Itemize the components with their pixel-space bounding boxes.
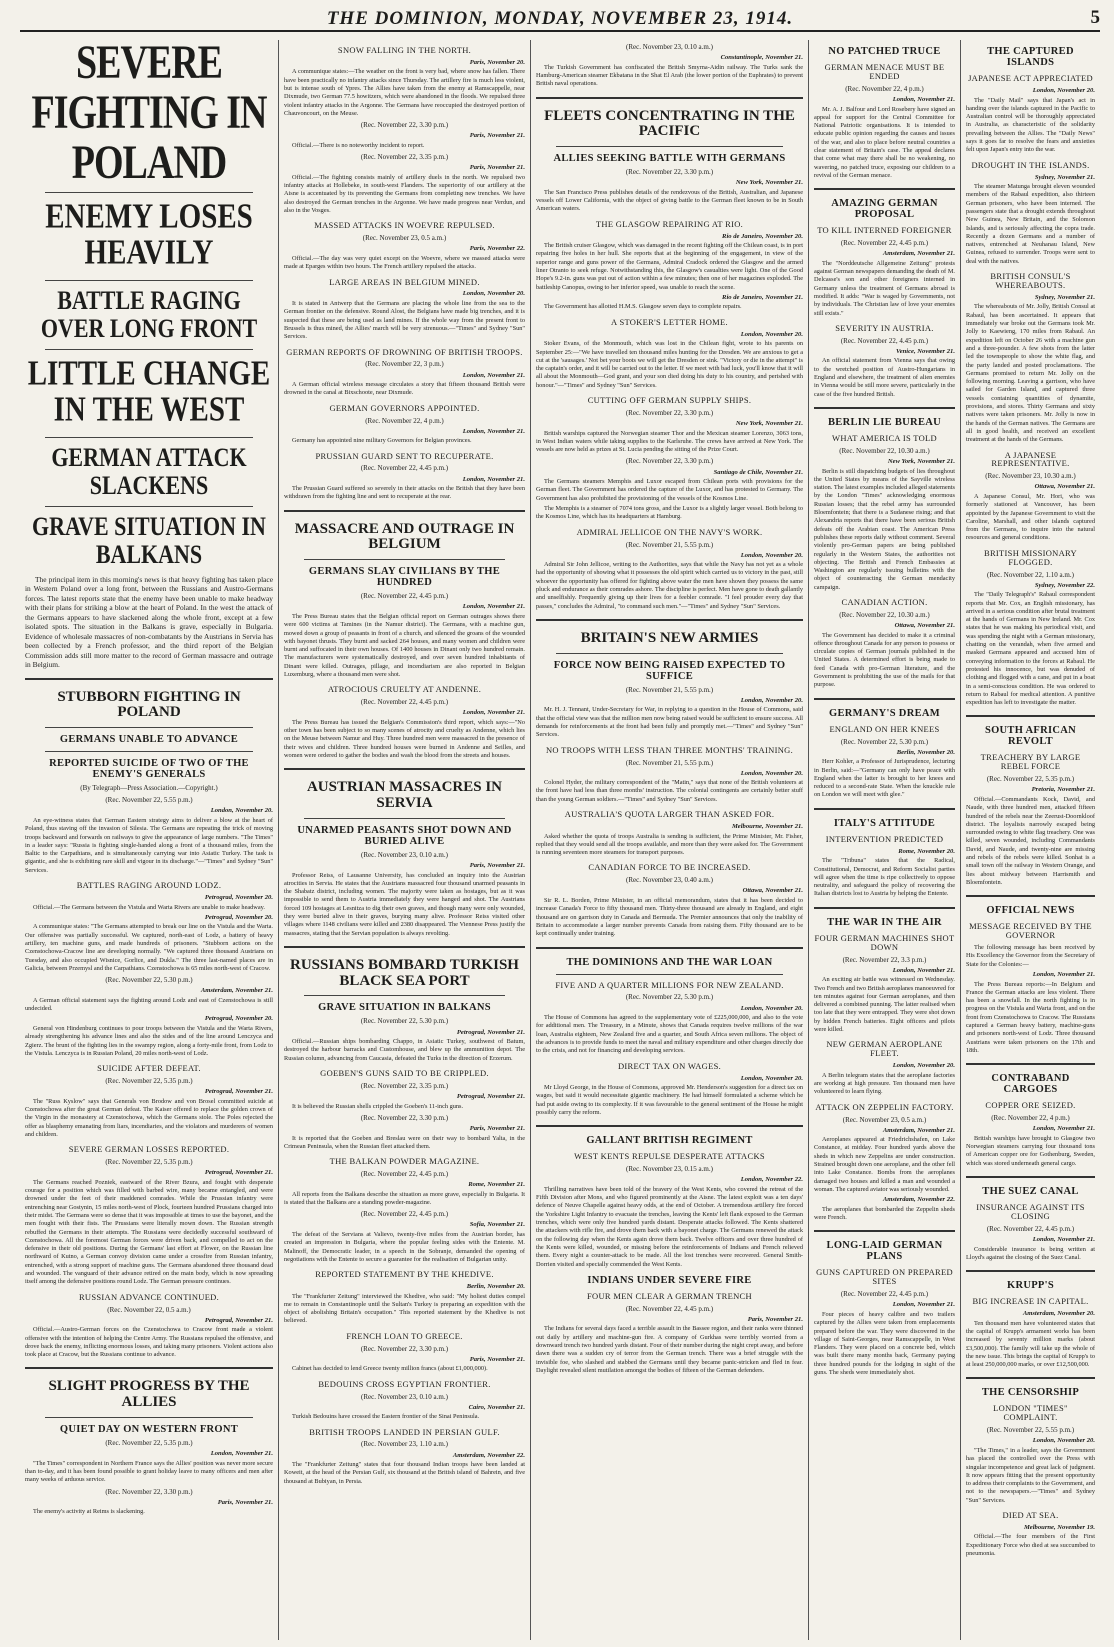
dateline: Constantinople, November 21. [720, 54, 803, 62]
subheadline: LONDON "TIMES" COMPLAINT. [993, 1403, 1068, 1423]
headline: GRAVE SITUATION IN BALKANS [32, 510, 266, 569]
newspaper-title: THE DOMINION, MONDAY, NOVEMBER 23, 1914. [326, 8, 794, 29]
section-heading: DROUGHT IN THE ISLANDS. [971, 159, 1090, 170]
headline: ITALY'S ATTITUDE [833, 817, 936, 829]
headline: CONTRABAND CARGOES [991, 1073, 1070, 1096]
article-text: The Press Bureau states that the Belgian official report on German outrages shows there were 600 victims at Tamines (in the Namur district). The Germans, with a machine gun, mowed down a group of peasants in front of a church, and silenced the groans of the wounded with bayonet thrusts. They burnt and sacked 264 houses, and many women and children were burnt and suffocated in their own houses. Of 1400 houses in Dinant only two hundred remain. The manufacturers were systematically destroyed, and over seven hundred inhabitants of Dinant were killed. Outrages, pillage, and incendiarism are also reported in Belgian Luxemburg, where a thousand men were shot. [284, 612, 525, 678]
received-line: (Rec. November 22, 4.45 p.m.) [360, 464, 449, 473]
received-line: (Rec. November 22, 5.35 p.m.) [105, 1077, 193, 1086]
dateline: London, November 20. [740, 1004, 803, 1012]
article-text: A German official wireless message circulates a story that fifteen thousand British were drowned in the canal at Bixschoote, near Dixmude. [284, 381, 525, 397]
article-text: A communique states:—The weather on the front is very bad, where snow has fallen. There have been practically no infantry attacks since Thursday. The artillery fire is much less violent, but is intense south of Ypres. The Allies have taken from the enemy at Ramscappelle, near Dixmude, two German 77.5 howitzers, which were abandoned in the floods. We repulsed three violent infantry attacks in the Argonne. The Germans have reoccupied the destroyed portion of Chauvoncourt, on the Meuse. [284, 68, 525, 117]
dateline: Petrograd, November 20. [204, 893, 273, 901]
received-line: (Rec. November 22, 3.35 p.m.) [360, 153, 449, 162]
subheadline: FIVE AND A QUARTER MILLIONS FOR NEW ZEALAND. [555, 979, 784, 990]
dateline: Melbourne, November 21. [731, 822, 803, 830]
dateline: Amsterdam, November 20. [1022, 1310, 1095, 1318]
article-text: Official.—The Germans between the Vistula and Warta Rivers are unable to make headway. [33, 903, 265, 911]
article-text: The Turkish Government has confiscated the British Smyrna-Aidin railway. The Turks sank the Hamburg-American steamer Ekbatana in the Shat El Arab (the lower portion of the Euphrates) to prevent British naval operations. [536, 63, 803, 88]
section-heading: THE GLASGOW REPAIRING AT RIO. [595, 218, 744, 229]
subheadline: TO KILL INTERNED FOREIGNER [817, 225, 952, 236]
section-heading: CANADIAN ACTION. [841, 596, 928, 607]
received-line: (Rec. November 22, 0.5 a.m.) [107, 1305, 191, 1314]
article-text: The San Francisco Press publishes details of the rendezvous of the British, Australian, and Japanese vessels off Lower California, with the object of giving battle to the German fleet known to be in South American waters. [536, 188, 803, 213]
received-line: (Rec. November 22, 3.30 p.m.) [625, 408, 714, 417]
received-line: (Rec. November 22, 5.55 p.m.) [986, 1426, 1075, 1435]
subheadline: ENGLAND ON HER KNEES [829, 723, 940, 734]
dateline: London, November 21. [892, 966, 955, 974]
dateline: Berlin, November 20. [896, 748, 955, 756]
section-heading: ATTACK ON ZEPPELIN FACTORY. [815, 1101, 954, 1112]
section-heading: BATTLES RAGING AROUND LODZ. [76, 880, 222, 891]
dateline: Paris, November 21. [217, 1498, 273, 1506]
dateline: London, November 21. [1032, 970, 1095, 978]
dateline: London, November 21. [462, 475, 525, 483]
subheadline: BIG INCREASE IN CAPITAL. [972, 1296, 1089, 1307]
dateline: Rio de Janeiro, November 20. [722, 232, 803, 240]
article-text: Official.—The day was very quiet except on the Woevre, where we massed attacks were made at Eparges within two hours. The French artillery repulsed the attacks. [284, 254, 525, 271]
dateline: Ottawa, November 21. [742, 887, 803, 895]
subheadline: TREACHERY BY LARGE REBEL FORCE [980, 752, 1081, 772]
dateline: Amsterdam, November 21. [882, 1126, 955, 1134]
dateline: Paris, November 21. [469, 1355, 525, 1363]
headline: FLEETS CONCENTRATING IN THE PACIFIC [544, 107, 795, 140]
section-heading: ATROCIOUS CRUELTY AT ANDENNE. [327, 684, 482, 695]
article-text: An official statement from Vienna says that owing to the wretched position of Austro-Hungarians in England and elsewhere, the treatment of alien enemies in Vienna would be still more severe, particularly in the case of the five hundred British. [814, 357, 955, 398]
headline: INDIANS UNDER SEVERE FIRE [587, 1274, 752, 1286]
subheadline: FOUR MEN CLEAR A GERMAN TRENCH [587, 1290, 752, 1301]
received-line: (Rec. November 22, 3.30 p.m.) [105, 1487, 193, 1496]
article-text: The "Frankfurter Zeitung" interviewed the Khedive, who said: "My holiest duties compel me to remain in Constantinople until the Sultan's Turkey is preparing an expedition with the object of abolishing Britain's occupation." This reported statement by the Khedive is not believed. [284, 1292, 525, 1325]
subheadline: COPPER ORE SEIZED. [985, 1100, 1076, 1111]
section-heading: BEDOUINS CROSS EGYPTIAN FRONTIER. [318, 1378, 491, 1389]
dateline: Pretoria, November 21. [1031, 786, 1095, 794]
dateline: London, November 20. [210, 807, 273, 815]
dateline: London, November 20. [740, 696, 803, 704]
headline: BATTLE RAGING OVER LONG FRONT [40, 284, 258, 343]
received-line: (Rec. November 22, 1.10 a.m.) [987, 570, 1074, 579]
article-text: Colonel Hyder, the military correspondent of the "Matin," says that none of the British volunteers at the front have had less than three months' instruction. The colonial contingents are certainly better stuff than the young German soldiers.—"Times" and Sydney "Sun" Services. [536, 779, 803, 803]
section-heading: FRENCH LOAN TO GREECE. [346, 1330, 463, 1341]
section-heading: GOEBEN'S GUNS SAID TO BE CRIPPLED. [320, 1067, 489, 1078]
dateline: Paris, November 22. [469, 245, 525, 253]
dateline: London, November 22. [740, 1176, 803, 1184]
dateline: Paris, November 21. [469, 164, 525, 172]
received-line: (Rec. November 22, 5.30 p.m.) [625, 993, 714, 1002]
dateline: London, November 20. [1032, 1437, 1095, 1445]
headline: BRITAIN'S NEW ARMIES [580, 629, 759, 646]
article-text: The whereabouts of Mr. Jolly, British Consul at Rabaul, has been ascertained. It appears that immediately war broke out the Germans took Mr. Jolly to Kaewieng, 170 miles from Rabaul. An expedition left on October 26 with a machine gun and a three-pounder. A few shots from the latter led the townspeople to show the white flag, and the party landed and posted proclamations. The Germans promised to return Mr. Jolly on the following morning. Leaving a garrison, who have sailed for Garden Island, and captured three vessels containing quantities of dynamite, provisions, and stores. Thirty Germans and sixty natives were taken prisoners. Mr. Jolly is now in the hands of the German natives. The Germans are all in good health, and received an excellent treatment at the hands of the Germans. [966, 303, 1095, 444]
article-text: The Press Bureau has issued the Belgian's Commission's third report, which says:—"No other town has been subject to so many scenes of atrocity and cruelty as Andenne, which lies on the Meuse between Namur and Huy. Three hundred men were massacred in the presence of their wives and children. Three hundred houses were burned in Andenne and Seilles, and women were ordered to gather the bodies and wash the blood from the streets and houses. [284, 718, 525, 760]
dateline: London, November 21. [462, 371, 525, 379]
dateline: London, November 21. [1032, 1235, 1095, 1243]
dateline: New York, November 21. [735, 179, 803, 187]
article-text: Mr. A. J. Balfour and Lord Rosebery have signed an appeal for support for the Central Committee for National Patriotic organisations. It is intended to educate public opinion regarding the causes and issues of the war, and also to place before neutral countries a clear statement of Britain's case. The appeal declares that come what may there shall be no weakening, no wavering, no patched truce, exposing our children to a revival of the German menace. [814, 105, 955, 179]
section-heading: AUSTRALIA'S QUOTA LARGER THAN ASKED FOR. [564, 809, 775, 820]
article-text: Thrilling narratives have been told of the bravery of the West Kents, who covered the retreat of the Fifth Division after Mons, and who figured prominently at the Aisne. The latest exploit was a ten days' defence of Neuve Chapelle against heavy odds, at the end of October. A tremendous artillery fire forced the Yorkshire Light Infantry to evacuate the trenches, leaving the Kents' left flank exposed to the German trenches, which were only five hundred yards distant. Desperate attacks followed. The Kents shattered the attackers with rifle fire, and drove them back with a bayonet charge. The Germans renewed the attack on the following day when the Kents again drove them back. Twelve officers and over three hundred of the Kents were killed, wounded, or missing before the reinforcements of Indians and French relieved them. Every night a counter-attack to be made. All the lost trenches were recovered. General Smith-Dorrien visited and specially commended the West Kents. [536, 1185, 803, 1268]
article-text: Ten thousand men have volunteered states that the capital of Krupp's armament works has been increased by seventy million marks (about £3,500,000). The family will take up the whole of the new issue. This brings the capital of Krupp's to at least 250,000,000 marks, or over £12,500,000. [966, 1319, 1095, 1369]
headline: SOUTH AFRICAN REVOLT [984, 725, 1077, 748]
dateline: London, November 20. [740, 1074, 803, 1082]
section-heading: CUTTING OFF GERMAN SUPPLY SHIPS. [587, 395, 752, 405]
article-text: The "Norddeutsche Allgemeine Zeitung" protests against German newspapers demanding the death of M. Delcasse's son and other foreigners interned in Germany unless the treatment of Germans abroad is modified. It adds: "War is waged by Governments, not by individuals. The Christian law of love your enemies still exists." [814, 259, 955, 317]
dateline: Cairo, November 21. [468, 1403, 525, 1411]
dateline: London, November 21. [462, 709, 525, 717]
received-line: (Rec. November 22, 3.30 p.m.) [360, 1113, 449, 1122]
subheadline: GERMAN MENACE MUST BE ENDED [824, 62, 945, 81]
article-text: General von Hindenburg continues to pour troops between the Vistula and the Warta Rivers, already strengthening his advance lines and also the sides and of the line around Lenczyca and Zgierz. The brunt of the fighting lies in the swampy region, along a forty-mile front, from Lodz to the Vistula. Lenczyca is in Russian Poland, 20 miles north-west of Lodz. [25, 1024, 273, 1057]
received-line: (Rec. November 22, 3.30 p.m.) [625, 168, 714, 177]
headline: MASSACRE AND OUTRAGE IN BELGIUM [294, 520, 515, 553]
headline: LONG-LAID GERMAN PLANS [826, 1240, 943, 1263]
headline: AUSTRIAN MASSACRES IN SERVIA [306, 779, 503, 812]
received-line: (Rec. November 21, 5.55 p.m.) [625, 685, 714, 694]
section-heading: NEW GERMAN AEROPLANE FLEET. [826, 1039, 943, 1059]
dateline: Rio de Janeiro, November 21. [722, 293, 803, 301]
headline: NO PATCHED TRUCE [828, 46, 941, 57]
headline: GERMANY'S DREAM [829, 707, 940, 719]
subheadline: GERMANS UNABLE TO ADVANCE [59, 734, 239, 746]
received-line: (Rec. November 22, 5.30 p.m.) [105, 976, 193, 985]
received-line: (Rec. November 22, 3 p.m.) [365, 360, 444, 369]
dateline: Sofia, November 21. [469, 1221, 525, 1229]
article-text: Admiral Sir John Jellicoe, writing to the Authorities, says that while the Navy has not yet as a whole had the opportunity of showing what it possesses the old spirit which carried us to victory in the past, still whoever the opportunity has offered for fighting above water the men have shown they possess the same pluck and endurance as their comrades ashore. The discipline is perfect. Men have gone to death gallantly and unselfishly. Frequently giving up their lives for a feebler comrade. "I feel prouder every day that passes," concludes the Admiral, "to command such men."—"Times" and Sydney "Sun" Services. [536, 561, 803, 610]
dateline: Ottawa, November 21. [1034, 483, 1095, 491]
received-line: (Rec. November 22, 4 p.m.) [845, 84, 924, 93]
article-text: The aeroplanes that bombarded the Zeppelin sheds were French. [814, 1205, 955, 1222]
headline: GALLANT BRITISH REGIMENT [586, 1135, 753, 1147]
article-text: The "Frankfurter Zeitung" states that four thousand Indian troops have been landed at Koweit, at the head of the Persian Gulf, six thousand at the British island of Bahrein, and five thousand at Bubiyan, in Persia. [284, 1461, 525, 1485]
article-text: Sir R. L. Borden, Prime Minister, in an official memorandum, states that it has been decided to increase Canada's Force to fifty thousand men. Thirty-three thousand are already in England, and eight thousand are on garrison duty in Canada and Bermuda. The Premier announces that only the inability of Britain to accommodate a larger number prevents Canada from raising them. Fifty thousand are to be kept continually under training. [536, 897, 803, 938]
article-text: An exciting air battle was witnessed on Wednesday. Two French and two British aeroplanes manoeuvred for ten minutes against four German aeroplanes, and then delivered a combined punning. The latter realised when too late that they were entrapped. They were shot down by hidden French batteries. Eight officers and pilots were killed. [814, 976, 955, 1033]
headline-main: SEVERE FIGHTING IN POLAND [31, 40, 267, 189]
subheadline: QUIET DAY ON WESTERN FRONT [59, 1423, 239, 1435]
article-text: Official.—Austro-German forces on the Czenstochowa to Cracow front made a violent offensive with the intention of helping the Centre Army. The Russians repulsed the offensive, and drove back the enemy, inflicting enormous losses, and taking many prisoners. Violent actions also took place at Cracow, but the Russians continue to advance. [25, 1326, 273, 1359]
received-line: (Rec. November 22, 3.30 p.m.) [360, 1344, 449, 1353]
dateline: Petrograd, November 21. [456, 1092, 525, 1100]
article-text: Official.—The four members of the First Expeditionary Force who died at sea succumbed to pneumonia. [966, 1533, 1095, 1558]
article-text: British warships have brought to Glasgow two Norwegian steamers carrying four thousand tons of American copper ore for Gothenburg, Sweden, which was stored underneath general cargo. [966, 1134, 1095, 1167]
headline: RUSSIANS BOMBARD TURKISH BLACK SEA PORT [290, 956, 519, 989]
article-text: The following message has been received by His Excellency the Governor from the Secretary of State for the Colonies:— [966, 944, 1095, 968]
dateline: London, November 21. [892, 95, 955, 103]
page-number: 5 [1090, 7, 1100, 28]
dateline: Rome, November 21. [468, 1181, 525, 1189]
dateline: Sydney, November 22. [1034, 581, 1095, 589]
dateline: Amsterdam, November 22. [452, 1451, 525, 1459]
section-heading: A JAPANESE REPRESENTATIVE. [991, 449, 1070, 469]
received-line: (Rec. November 22, 4.45 p.m.) [360, 592, 449, 601]
dateline: London, November 21. [462, 603, 525, 611]
dateline: London, November 21. [462, 427, 525, 435]
subheadline: INSURANCE AGAINST ITS CLOSING [976, 1202, 1085, 1221]
dateline: Rome, November 20. [898, 847, 955, 855]
section-heading: GERMAN GOVERNORS APPOINTED. [329, 402, 480, 413]
article-text: Germany has appointed nine military Governors for Belgian provinces. [292, 437, 472, 445]
article-text: "The Times" correspondent in Northern France says the Allies' position was never more secure than to-day, and it has been found possible to grant holiday leave to many officers and men after many weeks of arduous service. [25, 1459, 273, 1484]
article-text: It is stated in Antwerp that the Germans are placing the whole line from the sea to the German frontier on the defensive. Round Alost, the Belgians have made big trenches, and it is suspected that these are being used as land mines. If the whole way from the present front to Brussels is thus mined, the Allies' march will be very strenuous.—"Times" and Sydney "Sun" Services. [284, 300, 525, 341]
article-text: Cabinet has decided to lend Greece twenty million francs (about £1,000,000). [292, 1365, 488, 1373]
dateline: London, November 20. [892, 1062, 955, 1070]
article-text: Mr. H. J. Tennant, Under-Secretary for War, in replying to a question in the House of Commons, said that the official view was that the million men now being raised would be sufficient to ensure success. All demands for reinforcements at the front had been fully and promptly met.—"Times" and Sydney "Sun" Services. [536, 706, 803, 739]
dateline: Petrograd, November 21. [204, 1316, 273, 1324]
dateline: London, November 21. [210, 1450, 273, 1458]
dateline: London, November 20. [740, 551, 803, 559]
dateline: Paris, November 20. [469, 58, 525, 66]
article-text: A Berlin telegram states that the aeroplane factories are working at high pressure. Ten thousand men have volunteered to learn flying. [814, 1071, 955, 1096]
section-heading: SEVERITY IN AUSTRIA. [835, 322, 934, 333]
subheadline: GUNS CAPTURED ON PREPARED SITES [816, 1267, 953, 1287]
section-heading: SUICIDE AFTER DEFEAT. [97, 1063, 201, 1074]
article-text: A German official statement says the fighting around Lodz and east of Czenstochowa is still undecided. [25, 996, 273, 1013]
column-3 [530, 40, 808, 1640]
article-text: The Government has allotted H.M.S. Glasgow seven days to complete repairs. [544, 303, 742, 311]
section-heading: THE BALKAN POWDER MAGAZINE. [329, 1156, 480, 1167]
received-line: (Rec. November 22, 3.35 p.m.) [360, 1081, 449, 1090]
article-text: British warships captured the Norwegian steamer Thor and the Mexican steamer Lorenzo, 3063 tons, in West Indian waters while taking supplies to the Karlsruhe. The crews have arrived at New York. The vessels are now held as prizes at St. Lucia pending the sitting of the Prize Court. [536, 429, 803, 454]
subheadline: GERMANS SLAY CIVILIANS BY THE HUNDRED [308, 566, 501, 589]
dateline: Petrograd, November 21. [456, 1028, 525, 1036]
article-text: Considerable insurance is being written at Lloyd's against the closing of the Suez Canal. [966, 1245, 1095, 1261]
article-text: "The Times," in a leader, says the Government has placed the controlled over the Press with singular incompetence and great lack of judgment. It now appears fitting that the present opportunity to address their complaints to the Government, and not to the newspapers.—"Times" and Sydney "Sun" Services. [966, 1446, 1095, 1504]
dateline: Paris, November 21. [747, 1315, 803, 1323]
section-heading: REPORTED STATEMENT BY THE KHEDIVE. [315, 1269, 494, 1280]
dateline: New York, November 21. [887, 457, 955, 465]
received-line: (Rec. November 22, 4.45 p.m.) [625, 1304, 714, 1313]
article-text: Turkish Bedouins have crossed the Eastern frontier of the Sinai Peninsula. [292, 1413, 480, 1421]
received-line: (Rec. November 22, 3.3 p.m.) [842, 955, 927, 964]
article-text: The "Daily Mail" says that Japan's act in handing over the islands captured in the Pacific to Australian control will be thoroughly appreciated in Australia, as characteristic of the solidarity prevailing between the Allies. The "Daily News" says it goes far to resolve the fears and anxieties felt upon Japan's entry into the war. [966, 96, 1095, 154]
article-text: The Prussian Guard suffered so severely in their attacks on the British that they have been withdrawn from the fighting line and sent to recuperate at the rear. [284, 485, 525, 501]
dateline: London, November 20. [462, 290, 525, 298]
article-text: The Press Bureau reports:—In Belgium and France the German attacks are less violent. There has been a snowfall. In the north fighting is in progress on the Vistula and Warta front, and on the front from Czenstochowa to Cracow. The Russians captured a German heavy battery, machine-guns and prisoners north-west of Lodz. Three thousand Austrians were taken prisoners on the 17th and 18th. [966, 980, 1095, 1054]
article-text: The Germans steamers Memphis and Luxor escaped from Chilean ports with provisions for the German fleet. The Government has ordered the capture of the Luxor, and has protested to Germany. The Government has also prohibited the provisioning of the vessels of the Kosmos Line. [536, 478, 803, 502]
dateline: Petrograd, November 21. [204, 1088, 273, 1096]
article-text: The defeat of the Servians at Valievo, twenty-five miles from the Austrian border, has created an impression in Bulgaria, where the popular feeling sides with the Entente. M. Malinoff, the Democratic leader, in a speech in the Sobranje, demanded the opening of negotiations with the Entente to secure a guarantee for the realisation of Bulgarian unity. [284, 1230, 525, 1263]
article-text: The British cruiser Glasgow, which was damaged in the recent fighting off the Chilean coast, is in port repairing five holes in her hull. She reports that at the beginning of the engagement, in view of the superior range and guns power of the Germans, Admiral Cradock ordered the Glasgow and the armed liner Otranto to seek refuge. Notwithstanding this, the Glasgow's casualties were light. One of the Good Hope's 9.2-in. guns was put out of action within a few minutes; then one of her magazines exploded. The battleship Canopus, owing to her inferior speed, was unable to reach the scene. [536, 242, 803, 291]
dateline: Ottawa, November 21. [894, 622, 955, 629]
article-text: It is reported that the Goeben and Breslau were on their way to bombard Yalta, in the Crimean Peninsula, when the Russian fleet attacked them. [284, 1134, 525, 1150]
received-line: (Rec. November 23, 1.10 a.m.) [361, 1440, 448, 1449]
headline: THE WAR IN THE AIR [827, 916, 942, 928]
received-line: (Rec. November 22, 4.45 p.m.) [360, 1170, 449, 1179]
dateline: Santiago de Chile, November 21. [713, 468, 803, 476]
article-text: The "Russ Kyslow" says that Generals von Brodow and von Brosel committed suicide at Czenstochowa after the great German defeat. The Kaiser offered to replace the golden crown of the Virgin in the monastery at Czenstochowa, which the Germans stole. The Poles rejected the offer as blasphemy emanating from liars, incendiaries, and the violators and murderers of women and children. [25, 1097, 273, 1138]
received-line: (Rec. November 23, 0.5 a.m.) [842, 1115, 927, 1124]
headline: GERMAN ATTACK SLACKENS [51, 441, 247, 500]
dateline: Sydney, November 21. [1034, 173, 1095, 181]
article-text: Stoker Evans, of the Monmouth, which was lost in the Chilean fight, wrote to his parents on September 25:—"We have travelled ten thousand miles hunting for the Dresden. We are anxious to get a cut at the 'sausages.' Not bet your boots we will get the Dresden or sink. "Victory or die in the attempt" is the captain's order, and it will be carried out to the letter. If we meet with bad luck, you'll know that it will all about the Monmouth—God grant, and your son died doing his duty to his country, and perished with honour."—"Times" and Sydney "Sun" Services. [536, 340, 803, 389]
received-line: (Rec. November 22, 4.45 p.m.) [986, 1224, 1075, 1233]
dateline: London, November 20. [740, 769, 803, 777]
article-text: The Memphis is a steamer of 7074 tons gross, and the Luxor is a slightly larger vessel. Both belong to the Kosmos Line, which has its headquarters at Hamburg. [536, 505, 803, 521]
section-heading: NO TROOPS WITH LESS THAN THREE MONTHS' TRAINING. [545, 744, 794, 755]
article-text: The steamer Matunga brought eleven wounded members of the Rabaul expedition, also thirteen German prisoners, who have been interned. The passengers state that a drought extends throughout New Guinea, New Britain, and the Solomon Islands, and is seriously affecting the copra trade. Recently a dozen Germans and a number of natives, entrenched at Neuhanau Island, New Guinea, refused to surrender. Troops were sent to deal with the natives. [966, 183, 1095, 265]
section-heading: BRITISH MISSIONARY FLOGGED. [983, 547, 1077, 567]
dateline: Petrograd, November 21. [204, 1169, 273, 1177]
subheadline: UNARMED PEASANTS SHOT DOWN AND BURIED ALIVE [297, 824, 512, 847]
subheadline: WHAT AMERICA IS TOLD [832, 432, 937, 443]
headline: THE CAPTURED ISLANDS [987, 46, 1074, 69]
subheadline: FORCE NOW BEING RAISED EXPECTED TO SUFFICE [553, 659, 786, 682]
dateline: Venice, November 21. [896, 347, 955, 355]
article-text: Aeroplanes appeared at Friedrichshafen, on Lake Constance, at midday. Four hundred yards above the sheds in which new Zeppelins are under construction. Strained brought down one aeroplane, and the other fell into Lake Constance. Bombs from the aeroplanes damaged two houses and killed a man and wounded a woman. The captured aviator was seriously wounded. [814, 1136, 955, 1193]
received-line: (Rec. November 22, 5.35 p.m.) [105, 1438, 193, 1447]
article-text: Professor Reiss, of Lausanne University, has concluded an inquiry into the Austrian atrocities in Servia. He states that the Austrians massacred four thousand unarmed peasants in the Shabatz district, including women. The majority were taken as hostages, but as it was impossible to send them to Austria immediately they were hanged and shot. The Austrians forced 109 hostages at Lesnitza to dig their own graves, and though many were only wounded, they were buried alive in their graves, burying many alive. Professor Reiss visited other villages where 1148 civilians were killed and 2380 disappeared. The Viennese Press justify the massacres, stating that the Servian population is always revolting. [284, 871, 525, 937]
headline: THE SUEZ CANAL [982, 1186, 1079, 1198]
dateline: London, November 20. [1032, 86, 1095, 94]
article-text: The enemy's activity at Reims is slackening. [33, 1508, 145, 1516]
subheadline: JAPANESE ACT APPRECIATED [968, 73, 1093, 84]
received-line: (Rec. November 23, 0.15 a.m.) [626, 1165, 713, 1174]
section-heading: PRUSSIAN GUARD SENT TO RECUPERATE. [315, 450, 494, 461]
article-text: Herr Kohler, a Professor of Jurisprudence, lecturing in Berlin, said:—"Germany can only have peace with England when the latter is brought to her knees and reduced to a second-rate State. When the knuckle rule on London we will meet with glee." [814, 758, 955, 799]
dateline: Paris, November 21. [469, 1124, 525, 1132]
received-line: (Rec. November 22, 5.35 p.m.) [105, 1158, 193, 1167]
received-line: (Rec. November 22, 10.30 a.m.) [839, 446, 930, 455]
section-heading: A STOKER'S LETTER HOME. [611, 316, 728, 327]
subheadline: WEST KENTS REPULSE DESPERATE ATTACKS [574, 1151, 765, 1162]
article-text: The "Tribuna" states that the Radical, Constitutional, Democrat, and Reform Socialist parties will agree when the time is ripe collectively to oppose neutrality, and safeguard the policy of recovering the Italian districts lost to Austria by helping the Entente. [814, 857, 955, 898]
dateline: Petrograd, November 20. [204, 913, 273, 921]
received-line: (Rec. November 23, 0.40 a.m.) [626, 876, 713, 885]
subheadline: MESSAGE RECEIVED BY THE GOVERNOR [969, 921, 1092, 941]
article-text: Official.—The fighting consists mainly of artillery duels in the north. We repulsed two infantry attacks at Hollebeke, in south-west Flanders. The superiority of our artillery at the Aisne is accentuated by its preventing the Germans from completing new trenches. We have also destroyed the German trenches in the Argonne. We have made progress near Verdun, and also in the Vosges. [284, 173, 525, 215]
received-line: (Rec. November 22, 4.45 p.m.) [840, 1290, 929, 1299]
dateline: Sydney, November 21. [1034, 293, 1095, 301]
article-text: An eye-witness states that German Eastern strategy aims to deliver a blow at the heart of Poland, thus staving off the invasion of Silesia. The Germans are repeating the trick of moving troops backward and forwards on railways to give the appearance of large numbers. "The Times" in a leader says: "Russia is fighting single-handed along a front of a thousand miles, from the Baltic to the Carpathians, and is simultaneously carrying war into Asiatic Turkey. The task is gigantic, and she is exhibiting rare skill and vigour in its discharge."—"Times" and Sydney "Sun" Services. [25, 816, 273, 874]
lead-paragraph: The principal item in this morning's news is that heavy fighting has taken place in Western Poland over a long front, between the Russians and Austro-Germans forces. The latest reports state that the enemy have been unable to make headway with their plans for striking a blow at the heart of Poland. In the west the attack of the Germans appears to have slackened along the whole front, except at a few isolated spots. The situation in the Balkans is grave, especially in Bulgaria. Evidence of wholesale massacres of non-combatants by the Austrians in Servia has been collected by a French professor, and the third report of the Belgian Commission adds still more matter to the record of German massacre and outrage in Belgium. [25, 574, 273, 670]
received-line: (Rec. November 23, 10.30 a.m.) [985, 472, 1076, 481]
article-text: Berlin is still dispatching budgets of lies throughout the United States by means of the Sayville wireless station. The latest examples included alleged statements by the London "Times" acknowledging enormous Russian losses; that the rebel army has surrounded Bloemfontein; that there is a Sudanese rising; and that Alexandria reports that there have been serious British defeats off the Arabian coast. The American Press publishes these reports daily without comment. Several violently pro-German papers are being published regularly in the Western States, the authorities not objecting. The British and French Embassies at Washington are regularly issuing bulletins with the object of counteracting the German mendacity campaign. [814, 467, 955, 591]
article-text: The Germans reached Pozniek, eastward of the River Bzura, and fought with desperate courage for a position which was filled with barbed wire, many became entangled, and were drowned under the feet of their maddened comrades. While the Prussian infantry were entrenching near Gostynin, 15 miles north-west of Plock, fourteen hundred Prussians charged into their midst. The Germans were so dense that it was impossible at times to use the bayonet, and the men fought with their fists. The Prussians were literally mown down. The Russian strength rebuffed the Germans in their attempts. The Russians were decidedly successful southward of Czenstochowa. All the foremost German forces were driven back, and compelled to act on the defensive in their old positions. During the Germans' last effort at Flower, on the Russian line northward of Kutno, a German convoy division came under a crossfire from Russian infantry, entrenched, with a strong support of machine guns. The Germans abandoned three thousand dead and wounded. The vanguard of their advance retired on the main body, which is now spreading itself among the defensive positions round Lodz. The German pressure continues. [25, 1178, 273, 1286]
dateline: Paris, November 21. [469, 861, 525, 869]
received-line: (Rec. November 22, 4.45 p.m.) [360, 1210, 449, 1219]
headline: STUBBORN FIGHTING IN POLAND [57, 688, 241, 721]
dateline: Melbourne, November 19. [1023, 1523, 1095, 1531]
article-text: Asked whether the quota of troops Australia is sending is sufficient, the Prime Minister, Mr. Fisher, replied that they would send all the troops available, and more than they were asked for. The Government is running seventeen more steamers for transport purposes. [536, 832, 803, 857]
section-heading: SNOW FALLING IN THE NORTH. [337, 45, 472, 55]
subheadline: FOUR GERMAN MACHINES SHOT DOWN [814, 932, 955, 952]
dateline: Amsterdam, November 21. [200, 987, 273, 995]
article-text: A communique states: "The Germans attempted to break our line on the Vistula and the Warta. Our offensive was partially successful. We captured, north-east of Lodz, a battery of heavy artillery, ten machine guns, and made hundreds of prisoners. "Stubborn actions on the Czenstochowa-Cracow line are developing normally. "We captured three thousand Austrians on Tuesday, and also occupied Wisnice, Gorlice, and Dukla." The three last-named places are in Galicia, between Przemysl and the Carpathians. Czenstochowa is 65 miles north-west of Cracow. [25, 923, 273, 972]
dateline: Amsterdam, November 21. [882, 250, 955, 258]
section-heading: CANADIAN FORCE TO BE INCREASED. [588, 862, 751, 873]
received-line: (Rec. November 23, 0.5 a.m.) [362, 234, 447, 243]
received-line: (Rec. November 22, 3.30 p.m.) [625, 457, 714, 466]
received-line: (Rec. November 22, 10.30 a.m.) [839, 610, 930, 619]
headline: OFFICIAL NEWS [986, 905, 1075, 917]
article-text: The Government has decided to make it a criminal offence throughout Canada for any person to possess or circulate copies of German journals published in the United States. A determined effort is being made to feed Canada with pro-German literature, and the Government is prohibiting the use of the mails for that purpose. [814, 631, 955, 689]
subheadline: REPORTED SUICIDE OF TWO OF THE ENEMY'S GENERALS [49, 758, 249, 781]
article-text: Four pieces of heavy calibre and two trailers captured by the Allies were taken from emplacements prepared before the war. They were discovered in the village of Saint-Georges, near Ramscappelle, in West Flanders. They were placed on a concrete bed, which was built there many months back, Germany paying three hundred pounds for the lodging in sight of the guns. The sheds were immediately shot. [814, 1310, 955, 1377]
article-text: It is believed the Russian shells crippled the Goeben's 11-inch guns. [292, 1102, 464, 1110]
section-heading: BRITISH CONSUL'S WHEREABOUTS. [990, 271, 1071, 290]
credit-line: (By Telegraph—Press Association.—Copyright.) [80, 784, 218, 793]
section-heading: ADMIRAL JELLICOE ON THE NAVY'S WORK. [576, 526, 763, 537]
received-line: (Rec. November 22, 3.30 p.m.) [360, 121, 449, 130]
article-text: The Indians for several days faced a terrible assault in the Bassee region, and their ranks were thinned out daily by artillery and machine-gun fire. A company of Gurkhas were terribly worried from a downward trench two hundred yards distant. Four of their number during the night crept away, and before dawn there was a sudden cry of terror from the German trench. There was a brief struggle with the invisible foe, who slashed and stabbed the Germans until they became panic-stricken and fled in fear. Daylight revealed silent mutilation amongst the bodies of fifteen of the German defenders. [536, 1325, 803, 1374]
dateline: London, November 20. [740, 330, 803, 338]
section-heading: BRITISH TROOPS LANDED IN PERSIAN GULF. [309, 1426, 500, 1437]
received-line: (Rec. November 23, 0.10 a.m.) [361, 1392, 448, 1401]
dateline: Paris, November 21. [469, 132, 525, 140]
article-text: All reports from the Balkans describe the situation as more grave, especially in Bulgaria. It is stated that the Balkans are a standing powder-magazine. [284, 1190, 525, 1206]
section-heading: DIED AT SEA. [1002, 1510, 1059, 1520]
subheadline: INTERVENTION PREDICTED [825, 833, 944, 844]
received-line: (Rec. November 23, 0.10 a.m.) [626, 43, 713, 51]
section-heading: RUSSIAN ADVANCE CONTINUED. [78, 1291, 220, 1302]
section-heading: MASSED ATTACKS IN WOEVRE REPULSED. [314, 220, 495, 231]
headline: LITTLE CHANGE IN THE WEST [27, 354, 271, 430]
section-heading: GERMAN REPORTS OF DROWNING OF BRITISH TROOPS. [286, 346, 523, 357]
received-line: (Rec. November 22, 4.45 p.m.) [840, 336, 929, 345]
column-1 [20, 40, 278, 1640]
article-text: The House of Commons has agreed to the supplementary vote of £225,000,000, and also to the vote for additional men. The Treasury, in a Minute, shows that Canada requires twelve millions of the war loan, Australia eighteen, New Zealand five and a quarter, and South Africa seven millions. The object of the advances is to provide funds to meet the naval and military expenditure and other charges directly due to the crisis, and not for financing and developing services. [536, 1014, 803, 1055]
received-line: (Rec. November 22, 4 p.m.) [991, 1114, 1070, 1123]
received-line: (Rec. November 21, 5.55 p.m.) [625, 758, 714, 767]
received-line: (Rec. November 22, 4 p.m.) [365, 416, 444, 425]
article-text: Mr Lloyd George, in the House of Commons, approved Mr. Henderson's suggestion for a direct tax on wages, but said it would necessitate gigantic machinery. He had himself formulated a scheme which he had put aside owing to its complexity. If it was favourable to the general sentiment of the House he might possibly carry the reform. [536, 1084, 803, 1116]
headline: KRUPP'S [1006, 1280, 1055, 1292]
headline: ENEMY LOSES HEAVILY [45, 197, 253, 273]
dateline: London, November 21. [892, 1301, 955, 1309]
article-text: Official.—There is no noteworthy incident to report. [292, 141, 425, 149]
subheadline: ALLIES SEEKING BATTLE WITH GERMANS [553, 153, 786, 165]
received-line: (Rec. November 22, 5.30 p.m.) [840, 737, 929, 746]
received-line: (Rec. November 22, 5.30 p.m.) [360, 1017, 449, 1026]
received-line: (Rec. November 22, 5.35 p.m.) [986, 775, 1075, 784]
received-line: (Rec. November 22, 4.45 p.m.) [840, 239, 929, 248]
column-2 [278, 40, 530, 1640]
article-text: A Japanese Consul, Mr. Hori, who was formerly stationed at Vancouver, has been appointed by the Japanese Government to visit the Caroline, Marshall, and other islands captured from the Germans, to inquire into the natural resources and general conditions. [966, 493, 1095, 542]
received-line: (Rec. November 21, 5.55 p.m.) [625, 540, 714, 549]
column-4 [808, 40, 960, 1640]
received-line: (Rec. November 22, 5.55 p.m.) [105, 796, 193, 805]
dateline: Amsterdam, November 22. [882, 1196, 955, 1204]
received-line: (Rec. November 23, 0.10 a.m.) [361, 850, 448, 859]
dateline: New York, November 21. [735, 420, 803, 428]
dateline: Petrograd, November 20. [204, 1015, 273, 1023]
masthead [20, 4, 1100, 32]
headline: BERLIN LIE BUREAU [827, 416, 942, 428]
headline: THE CENSORSHIP [981, 1387, 1080, 1399]
subheadline: GRAVE SITUATION IN BALKANS [318, 1002, 491, 1014]
column-5 [960, 40, 1100, 1640]
article-text: Official.—Commandants Kock, David, and Naude, with three hundred men, attacked fifteen hundred of the rebels near the Zeerust-Doornkloof district. The loyalists narrowly escaped being surrounded owing to white flag treachery. One was killed, seven wounded, including Commandants David, and Naude, and twenty-nine are missing and rebels of the rebels were killed. Sonhat is a small town off the railway in Western Orange, and lies about midway between Harrismith and Bloemfontein. [966, 795, 1095, 886]
headline: AMAZING GERMAN PROPOSAL [831, 198, 938, 221]
dateline: Berlin, November 20. [466, 1283, 525, 1291]
section-heading: LARGE AREAS IN BELGIUM MINED. [329, 276, 480, 287]
section-heading: SEVERE GERMAN LOSSES REPORTED. [68, 1144, 230, 1155]
received-line: (Rec. November 22, 4.45 p.m.) [360, 698, 449, 707]
section-heading: DIRECT TAX ON WAGES. [617, 1060, 722, 1071]
article-text: The "Daily Telegraph's" Rabaul correspondent reports that Mr. Cox, an English missionary, has arrived in a serious condition after brutal treatment at the hands of Germans in New Ireland. Mr. Cox states that he was making his periodical visit, and was spending the night with a German missionary, chatting on the verandah, when five armed and masked Germans appeared and accused him of conveying information to the forces at Rabaul. He protested his innocence, but was denuded of clothing and flogged with a cane, and put in a boat in a semi-conscious condition. He was ordered to return to Rabaul for medical attention. A punitive expedition has left to investigate the matter. [966, 591, 1095, 707]
dateline: London, November 21. [1032, 1125, 1095, 1133]
headline: THE DOMINIONS AND THE WAR LOAN [566, 956, 773, 968]
headline: SLIGHT PROGRESS BY THE ALLIES [48, 1378, 250, 1411]
article-text: Official.—Russian ships bombarding Chappo, in Asiatic Turkey, southwest of Batum, destroyed the harbour barracks and Customhouse, and blew up the ammunition depot. The Russian column, advancing from Caucasia, defeated the Turks in the direction of Erzerum. [284, 1038, 525, 1062]
